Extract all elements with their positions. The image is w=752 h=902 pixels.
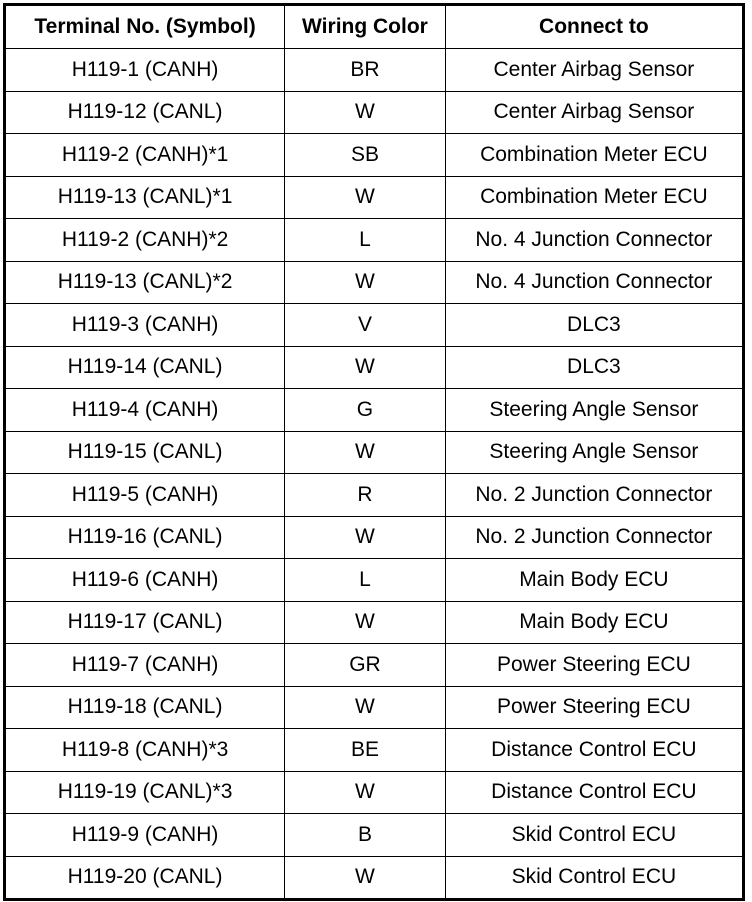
table-row [5,389,744,432]
connect-to-cell: Power Steering ECU [445,644,743,687]
header-wiring-color: Wiring Color [285,5,446,49]
terminal-cell: H119-20 (CANL) [5,856,285,900]
wiring-color-cell: W [285,261,446,304]
terminal-cell: H119-16 (CANL) [5,516,285,559]
table-row [5,601,744,644]
table-row [5,516,744,559]
table-row [5,261,744,304]
wiring-color-cell: W [285,346,446,389]
wiring-color-cell: V [285,304,446,347]
wiring-color-cell: W [285,686,446,729]
connect-to-cell: Skid Control ECU [445,814,743,857]
connect-to-cell: Combination Meter ECU [445,134,743,177]
terminal-cell: H119-15 (CANL) [5,431,285,474]
connect-to-cell: No. 2 Junction Connector [445,474,743,517]
wiring-color-cell: W [285,431,446,474]
terminal-cell: H119-6 (CANH) [5,559,285,602]
wiring-color-cell: BE [285,729,446,772]
table-row [5,134,744,177]
table-row [5,814,744,857]
connect-to-cell: Main Body ECU [445,559,743,602]
terminal-cell: H119-17 (CANL) [5,601,285,644]
header-terminal: Terminal No. (Symbol) [5,5,285,49]
terminal-cell: H119-18 (CANL) [5,686,285,729]
terminal-cell: H119-12 (CANL) [5,91,285,134]
wiring-color-cell: L [285,219,446,262]
connect-to-cell: Distance Control ECU [445,729,743,772]
table-row [5,91,744,134]
terminal-cell: H119-9 (CANH) [5,814,285,857]
table-row [5,686,744,729]
wiring-color-cell: BR [285,49,446,92]
connect-to-cell: Steering Angle Sensor [445,389,743,432]
wiring-color-cell: W [285,176,446,219]
terminal-wiring-table [3,3,745,901]
connect-to-cell: Main Body ECU [445,601,743,644]
terminal-cell: H119-13 (CANL)*2 [5,261,285,304]
connect-to-cell: Combination Meter ECU [445,176,743,219]
wiring-color-cell: G [285,389,446,432]
table-row [5,176,744,219]
terminal-cell: H119-2 (CANH)*1 [5,134,285,177]
wiring-color-cell: R [285,474,446,517]
table-row [5,729,744,772]
table-row [5,431,744,474]
table-row [5,771,744,814]
connect-to-cell: DLC3 [445,346,743,389]
connect-to-cell: Power Steering ECU [445,686,743,729]
wiring-color-cell: W [285,601,446,644]
wiring-color-cell: W [285,856,446,900]
connect-to-cell: No. 2 Junction Connector [445,516,743,559]
connect-to-cell: Steering Angle Sensor [445,431,743,474]
header-connect-to: Connect to [445,5,743,49]
table-row [5,644,744,687]
terminal-cell: H119-1 (CANH) [5,49,285,92]
terminal-cell: H119-4 (CANH) [5,389,285,432]
wiring-color-cell: W [285,771,446,814]
wiring-color-cell: W [285,516,446,559]
connect-to-cell: Distance Control ECU [445,771,743,814]
terminal-cell: H119-13 (CANL)*1 [5,176,285,219]
connect-to-cell: No. 4 Junction Connector [445,219,743,262]
wiring-color-cell: L [285,559,446,602]
wiring-color-cell: W [285,91,446,134]
connect-to-cell: No. 4 Junction Connector [445,261,743,304]
terminal-cell: H119-2 (CANH)*2 [5,219,285,262]
table-row [5,474,744,517]
terminal-cell: H119-8 (CANH)*3 [5,729,285,772]
terminal-cell: H119-7 (CANH) [5,644,285,687]
table-row [5,304,744,347]
terminal-cell: H119-19 (CANL)*3 [5,771,285,814]
terminal-cell: H119-3 (CANH) [5,304,285,347]
table-row [5,856,744,900]
table-row [5,559,744,602]
wiring-color-cell: SB [285,134,446,177]
connect-to-cell: DLC3 [445,304,743,347]
connect-to-cell: Center Airbag Sensor [445,49,743,92]
wiring-color-cell: GR [285,644,446,687]
table-row [5,219,744,262]
connect-to-cell: Center Airbag Sensor [445,91,743,134]
wiring-color-cell: B [285,814,446,857]
header-row [5,5,744,49]
terminal-cell: H119-14 (CANL) [5,346,285,389]
connect-to-cell: Skid Control ECU [445,856,743,900]
table-row [5,49,744,92]
table-row [5,346,744,389]
terminal-cell: H119-5 (CANH) [5,474,285,517]
